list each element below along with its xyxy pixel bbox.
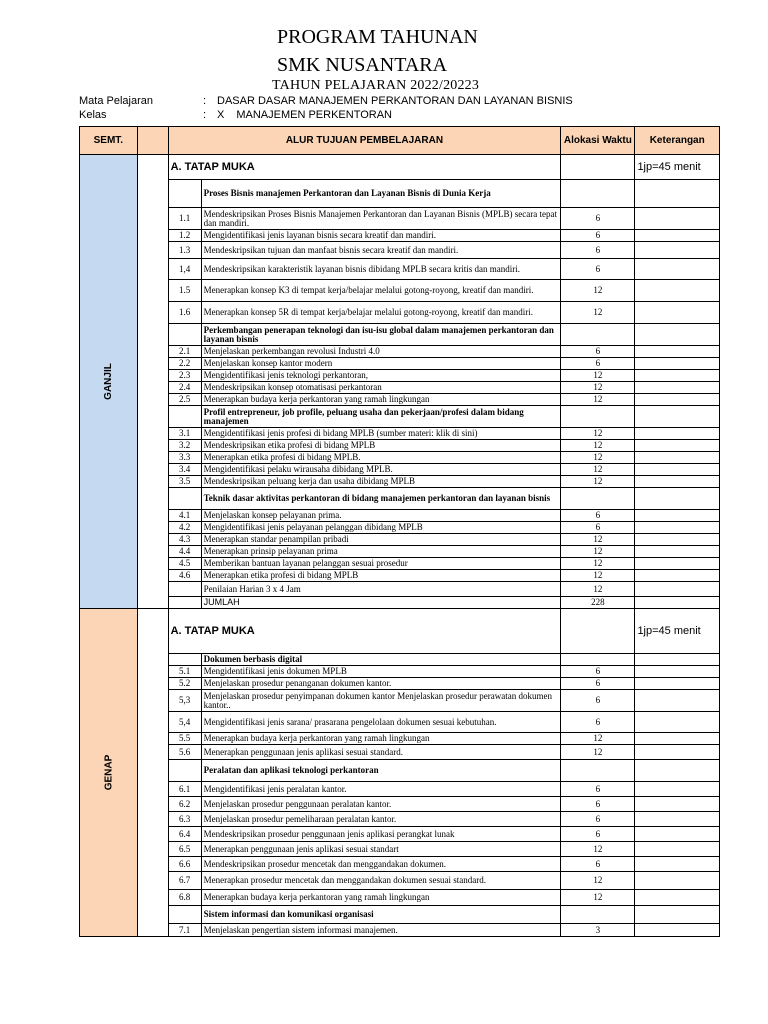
note-cell [635,346,720,358]
objective-number: 1.5 [168,280,201,302]
table-row [80,857,720,872]
objective-hours: 12 [561,302,635,324]
objective-number: 5.1 [168,666,201,678]
objective-hours: 6 [561,230,635,242]
table-row [80,464,720,476]
objective-hours: 12 [561,280,635,302]
objective-text: Mendeskripsikan Proses Bisnis Manajemen Perkantoran dan Layanan Bisnis (MPLB) secara tepat dan mandiri. [201,208,561,230]
objective-text: Mendeskripsikan prosedur mencetak dan menggandakan dokumen. [201,857,561,872]
table-row [80,609,720,654]
group-number-cell [168,324,201,346]
objective-number: 2.1 [168,346,201,358]
table-row [80,155,720,180]
objective-text: Mendeskripsikan prosedur penggunaan jenis aplikasi perangkat lunak [201,827,561,842]
allocation-cell [561,488,635,510]
objective-text: Menerapkan prinsip pelayanan prima [201,546,561,558]
objective-text: Mengidentifikasi jenis teknologi perkantoran, [201,370,561,382]
objective-hours: 6 [561,346,635,358]
objective-number: 5.2 [168,678,201,690]
table-row [80,370,720,382]
table-row [80,582,720,597]
objective-text: Mendeskripsikan konsep otomatisasi perkantoran [201,382,561,394]
note-cell [635,857,720,872]
objective-number: 5.5 [168,733,201,745]
class-label: Kelas [79,109,107,121]
table-row [80,406,720,428]
note-cell [635,208,720,230]
note-cell: 1jp=45 menit [635,155,720,180]
note-cell [635,324,720,346]
objective-number: 2.4 [168,382,201,394]
table-row [80,302,720,324]
objective-text: Mengidentifikasi jenis sarana/ prasarana pengelolaan dokumen sesuai kebutuhan. [201,712,561,733]
table-row [80,358,720,370]
objective-hours: 3 [561,924,635,937]
allocation-cell [561,609,635,654]
note-cell [635,382,720,394]
note-cell [635,452,720,464]
objective-hours: 6 [561,827,635,842]
objective-hours: 12 [561,476,635,488]
group-title: Dokumen berbasis digital [201,654,561,666]
group-title: Profil entrepreneur, job profile, peluang usaha dan pekerjaan/profesi dalam bidang manajemen [201,406,561,428]
objective-hours: 12 [561,546,635,558]
note-cell [635,394,720,406]
note-cell [635,812,720,827]
group-number-cell [168,760,201,782]
semester-label-cell [80,609,138,937]
annual-program-table [79,126,720,937]
note-cell [635,510,720,522]
table-row [80,797,720,812]
class-value: X [217,109,225,121]
objective-number: 2.3 [168,370,201,382]
objective-text: Mendeskripsikan karakteristik layanan bisnis dibidang MPLB secara kritis dan mandiri. [201,259,561,280]
objective-number: 6.2 [168,797,201,812]
table-row [80,324,720,346]
note-cell [635,733,720,745]
table-row [80,812,720,827]
allocation-cell [561,760,635,782]
table-row [80,452,720,464]
table-row [80,428,720,440]
note-cell [635,370,720,382]
subject-row [79,95,573,107]
objective-hours: 6 [561,857,635,872]
group-title: Teknik dasar aktivitas perkantoran di bidang manajemen perkantoran dan layanan bisnis [201,488,561,510]
semester-label: GANJIL [102,363,114,400]
objective-number: 1.1 [168,208,201,230]
objective-number: 4.2 [168,522,201,534]
note-cell [635,259,720,280]
objective-hours: 12 [561,890,635,906]
objective-hours: 6 [561,678,635,690]
objective-text: Menjelaskan konsep kantor modern [201,358,561,370]
objective-hours: 12 [561,382,635,394]
table-row [80,522,720,534]
blank-header [137,127,168,155]
objective-hours: 12 [561,452,635,464]
table-row [80,242,720,259]
objective-number: 1.2 [168,230,201,242]
objective-number: 4.4 [168,546,201,558]
note-cell [635,546,720,558]
table-row [80,906,720,924]
note-cell [635,534,720,546]
table-row [80,208,720,230]
total-label: JUMLAH [201,597,561,609]
group-number-cell [168,906,201,924]
note-cell [635,406,720,428]
objective-number: 3.2 [168,440,201,452]
objective-hours: 6 [561,797,635,812]
note-cell [635,827,720,842]
school-name: SMK NUSANTARA [277,54,448,76]
objective-text: Menerapkan penggunaan jenis aplikasi sesuai standard. [201,745,561,760]
table-row [80,782,720,797]
objective-text: Menjelaskan prosedur penanganan dokumen kantor. [201,678,561,690]
group-title: Perkembangan penerapan teknologi dan isu-isu global dalam manajemen perkantoran dan layanan bisnis [201,324,561,346]
note-cell [635,464,720,476]
semester-header: SEMT. [80,127,138,155]
table-row [80,690,720,712]
allocation-cell [561,180,635,208]
objective-text: Menerapkan etika profesi di bidang MPLB [201,570,561,582]
objective-header: ALUR TUJUAN PEMBELAJARAN [168,127,561,155]
group-title: Peralatan dan aplikasi teknologi perkantoran [201,760,561,782]
assessment-hours: 12 [561,582,635,597]
section-title: A. TATAP MUKA [168,609,561,654]
objective-text: Menerapkan prosedur mencetak dan menggandakan dokumen sesuai standard. [201,872,561,890]
objective-hours: 12 [561,872,635,890]
allocation-header: Alokasi Waktu [561,127,635,155]
group-number-cell [168,654,201,666]
note-cell [635,280,720,302]
section-title: A. TATAP MUKA [168,155,561,180]
objective-hours: 6 [561,666,635,678]
objective-text: Menerapkan standar penampilan pribadi [201,534,561,546]
subject-label: Mata Pelajaran [79,95,153,107]
table-row [80,280,720,302]
table-row [80,760,720,782]
group-number-cell [168,488,201,510]
objective-text: Menjelaskan konsep pelayanan prima. [201,510,561,522]
note-cell [635,440,720,452]
objective-number: 4.1 [168,510,201,522]
table-row [80,180,720,208]
note-header: Keterangan [635,127,720,155]
objective-hours: 12 [561,842,635,857]
objective-number: 6.3 [168,812,201,827]
objective-text: Mengidentifikasi pelaku wirausaha dibidang MPLB. [201,464,561,476]
table-row [80,890,720,906]
objective-number: 1,4 [168,259,201,280]
objective-number: 6.6 [168,857,201,872]
objective-number: 4.6 [168,570,201,582]
group-title: Proses Bisnis manajemen Perkantoran dan Layanan Bisnis di Dunia Kerja [201,180,561,208]
table-row [80,597,720,609]
objective-number: 6.4 [168,827,201,842]
objective-hours: 6 [561,358,635,370]
objective-hours: 6 [561,259,635,280]
note-cell [635,180,720,208]
table-row [80,230,720,242]
note-cell [635,890,720,906]
allocation-cell [561,906,635,924]
table-row [80,666,720,678]
note-cell [635,302,720,324]
objective-hours: 12 [561,428,635,440]
note-cell [635,842,720,857]
semester-label: GENAP [102,754,114,791]
objective-number: 1.3 [168,242,201,259]
objective-text: Mengidentifikasi jenis layanan bisnis secara kreatif dan mandiri. [201,230,561,242]
note-cell [635,712,720,733]
objective-number: 5,3 [168,690,201,712]
note-cell [635,797,720,812]
objective-number: 7.1 [168,924,201,937]
objective-number: 6.5 [168,842,201,857]
table-row [80,488,720,510]
objective-number: 4.3 [168,534,201,546]
objective-hours: 12 [561,440,635,452]
objective-number: 5.6 [168,745,201,760]
objective-number: 6.8 [168,890,201,906]
table-row [80,127,720,155]
allocation-cell [561,654,635,666]
objective-hours: 12 [561,570,635,582]
note-cell: 1jp=45 menit [635,609,720,654]
objective-text: Mengidentifikasi jenis pelayanan pelanggan dibidang MPLB [201,522,561,534]
objective-hours: 12 [561,370,635,382]
allocation-cell [561,155,635,180]
table-row [80,394,720,406]
table-row [80,534,720,546]
objective-text: Menerapkan konsep 5R di tempat kerja/belajar melalui gotong-royong, kreatif dan mandiri. [201,302,561,324]
semester-label-cell [80,155,138,609]
objective-hours: 6 [561,812,635,827]
objective-text: Menerapkan budaya kerja perkantoran yang ramah lingkungan [201,733,561,745]
objective-text: Menjelaskan perkembangan revolusi Industri 4.0 [201,346,561,358]
assessment-label: Penilaian Harian 3 x 4 Jam [201,582,561,597]
objective-text: Menjelaskan prosedur penggunaan peralatan kantor. [201,797,561,812]
objective-number: 3.5 [168,476,201,488]
table-row [80,827,720,842]
table-row [80,745,720,760]
objective-hours: 12 [561,558,635,570]
objective-hours: 12 [561,534,635,546]
objective-text: Mengidentifikasi jenis peralatan kantor. [201,782,561,797]
objective-number: 1.6 [168,302,201,324]
group-number-cell [168,180,201,208]
table-row [80,654,720,666]
note-cell [635,242,720,259]
academic-year: TAHUN PELAJARAN 2022/20223 [272,78,480,93]
blank-cell [137,155,168,609]
objective-number: 2.2 [168,358,201,370]
colon: : [203,95,207,107]
allocation-cell [561,324,635,346]
table-row [80,440,720,452]
objective-number: 3.1 [168,428,201,440]
note-cell [635,782,720,797]
note-cell [635,666,720,678]
note-cell [635,582,720,597]
group-number-cell [168,406,201,428]
objective-number: 2.5 [168,394,201,406]
note-cell [635,872,720,890]
note-cell [635,924,720,937]
objective-text: Menjelaskan prosedur penyimpanan dokumen kantor Menjelaskan prosedur perawatan dokumen kantor.. [201,690,561,712]
note-cell [635,654,720,666]
objective-hours: 6 [561,522,635,534]
table-row [80,570,720,582]
doc-title: PROGRAM TAHUNAN [277,26,478,48]
group-title: Sistem informasi dan komunikasi organisasi [201,906,561,924]
table-row [80,476,720,488]
objective-hours: 12 [561,464,635,476]
note-cell [635,678,720,690]
table-row [80,382,720,394]
colon: : [203,109,207,121]
table-row [80,346,720,358]
class-major: MANAJEMEN PERKENTORAN [236,109,392,121]
objective-hours: 6 [561,690,635,712]
objective-text: Menerapkan etika profesi di bidang MPLB. [201,452,561,464]
note-cell [635,690,720,712]
table-row [80,558,720,570]
objective-text: Mendeskripsikan etika profesi di bidang MPLB [201,440,561,452]
allocation-cell [561,406,635,428]
objective-text: Menerapkan penggunaan jenis aplikasi sesuai standart [201,842,561,857]
note-cell [635,760,720,782]
objective-number: 4.5 [168,558,201,570]
table-row [80,546,720,558]
objective-text: Menerapkan budaya kerja perkantoran yang ramah lingkungan [201,890,561,906]
subject-value: DASAR DASAR MANAJEMEN PERKANTORAN DAN LAYANAN BISNIS [217,95,573,107]
objective-hours: 6 [561,242,635,259]
objective-text: Menerapkan konsep K3 di tempat kerja/belajar melalui gotong-royong, kreatif dan mandiri. [201,280,561,302]
objective-text: Mendeskripsikan peluang kerja dan usaha dibidang MPLB [201,476,561,488]
objective-hours: 6 [561,208,635,230]
total-hours: 228 [561,597,635,609]
table-row [80,259,720,280]
objective-hours: 6 [561,712,635,733]
note-cell [635,906,720,924]
table-row [80,678,720,690]
objective-text: Menerapkan budaya kerja perkantoran yang ramah lingkungan [201,394,561,406]
objective-text: Mengidentifikasi jenis profesi di bidang MPLB (sumber materi: klik di sini) [201,428,561,440]
table-row [80,733,720,745]
table-row [80,510,720,522]
note-cell [635,230,720,242]
objective-hours: 12 [561,394,635,406]
objective-hours: 12 [561,745,635,760]
note-cell [635,745,720,760]
note-cell [635,570,720,582]
objective-text: Memberikan bantuan layanan pelanggan sesuai prosedur [201,558,561,570]
note-cell [635,558,720,570]
objective-number: 3.4 [168,464,201,476]
table-row [80,712,720,733]
blank-cell [137,609,168,937]
objective-text: Menjelaskan pengertian sistem informasi manajemen. [201,924,561,937]
note-cell [635,597,720,609]
objective-text: Menjelaskan prosedur pemeliharaan peralatan kantor. [201,812,561,827]
note-cell [635,522,720,534]
note-cell [635,358,720,370]
objective-hours: 12 [561,733,635,745]
objective-text: Mendeskripsikan tujuan dan manfaat bisnis secara kreatif dan mandiri. [201,242,561,259]
objective-hours: 6 [561,782,635,797]
objective-number: 3.3 [168,452,201,464]
objective-hours: 6 [561,510,635,522]
objective-text: Mengidentifikasi jenis dokumen MPLB [201,666,561,678]
objective-number: 6.1 [168,782,201,797]
table-row [80,924,720,937]
objective-number: 5,4 [168,712,201,733]
table-row [80,842,720,857]
objective-number: 6.7 [168,872,201,890]
table-row [80,872,720,890]
note-cell [635,476,720,488]
note-cell [635,428,720,440]
blank-cell [168,597,201,609]
note-cell [635,488,720,510]
class-row [79,109,392,121]
blank-cell [168,582,201,597]
